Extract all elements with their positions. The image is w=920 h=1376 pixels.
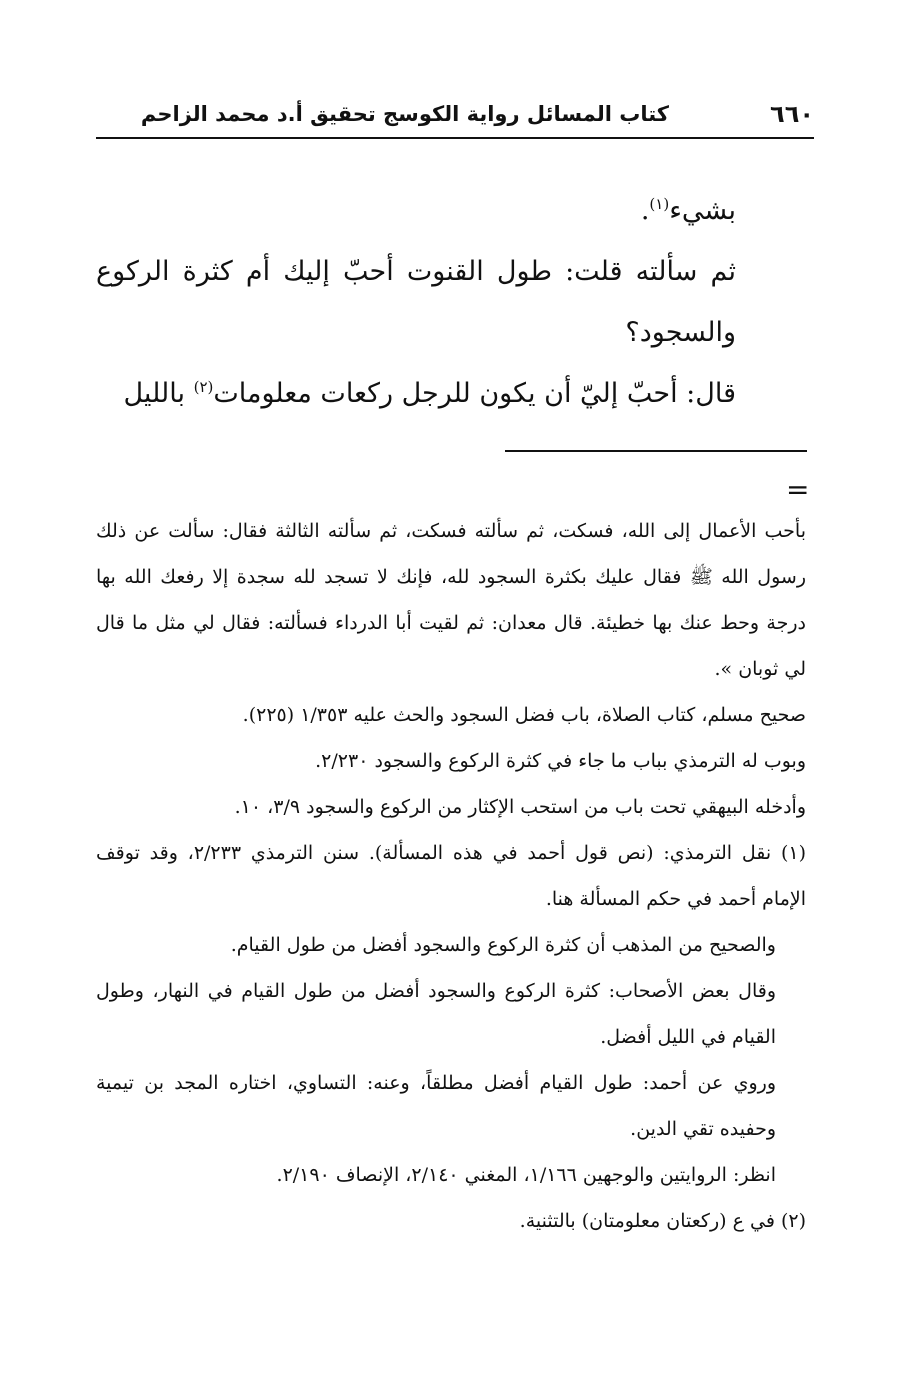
footnote-continuation: بأحب الأعمال إلى الله، فسكت، ثم سألته فسكت، ثم سألته الثالثة فقال: سألت عن ذلك رسول الله ﷺ فقال عليك بكثرة السجود لله، فإنك لا تسجد لله سجدة إلا رفعك الله بها درجة وحط عنك بها خطيئة. قال معدان: ثم لقيت أبا الدرداء فسألته: فقال لي مثل ما قال لي ثوبان ». <box>96 520 806 680</box>
continuation-mark: = <box>786 473 810 506</box>
main-line-1 <box>96 180 736 241</box>
main-text <box>96 180 736 424</box>
footnote-ref-muslim: صحيح مسلم، كتاب الصلاة، باب فضل السجود والحث عليه ١/٣٥٣ (٢٢٥). <box>242 704 806 726</box>
footnote-1-ruwiya: وروي عن أحمد: طول القيام أفضل مطلقاً، وعنه: التساوي، اختاره المجد بن تيمية وحفيده تقي الدين. <box>96 1072 776 1140</box>
footnotes <box>96 508 806 1244</box>
footnote-separator <box>505 450 807 452</box>
footnote-2: (٢) في ع (ركعتان معلومتان) بالتثنية. <box>519 1210 806 1232</box>
page-header <box>96 100 814 134</box>
footnote-1: (١) نقل الترمذي: (نص قول أحمد في هذه المسألة). سنن الترمذي ٢/٢٣٣، وقد توقف الإمام أحمد في حكم المسألة هنا. <box>96 842 807 910</box>
main-line-1-text: بشيء <box>669 195 736 226</box>
footnote-ref-1: (١) <box>649 195 670 213</box>
main-line-2: ثم سألته قلت: طول القنوت أحبّ إليك أم كثرة الركوع والسجود؟ <box>96 256 736 348</box>
footnote-ref-2: (٢) <box>193 378 214 396</box>
footnote-ref-bayhaqi: وأدخله البيهقي تحت باب من استحب الإكثار من الركوع والسجود ٣/٩، ١٠. <box>234 796 806 818</box>
main-line-3-end: بالليل <box>123 378 194 409</box>
header-rule <box>96 137 814 139</box>
footnote-1-madhhab: والصحيح من المذهب أن كثرة الركوع والسجود أفضل من طول القيام. <box>230 934 776 956</box>
running-title: كتاب المسائل رواية الكوسج تحقيق أ.د محمد الزاحم <box>140 102 669 126</box>
footnote-ref-tirmidhi: وبوب له الترمذي بباب ما جاء في كثرة الركوع والسجود ٢/٢٣٠. <box>315 750 806 772</box>
main-line-3-text: قال: أحبّ إليّ أن يكون للرجل ركعات معلومات <box>213 378 736 409</box>
footnote-1-ashab: وقال بعض الأصحاب: كثرة الركوع والسجود أفضل من طول القيام في النهار، وطول القيام في الليل أفضل. <box>96 980 776 1048</box>
main-line-1-end: . <box>640 195 650 226</box>
footnote-1-refs: انظر: الروايتين والوجهين ١/١٦٦، المغني ٢/١٤٠، الإنصاف ٢/١٩٠. <box>276 1164 776 1186</box>
page-number: ٦٦٠ <box>770 100 814 128</box>
main-line-3 <box>96 363 736 424</box>
